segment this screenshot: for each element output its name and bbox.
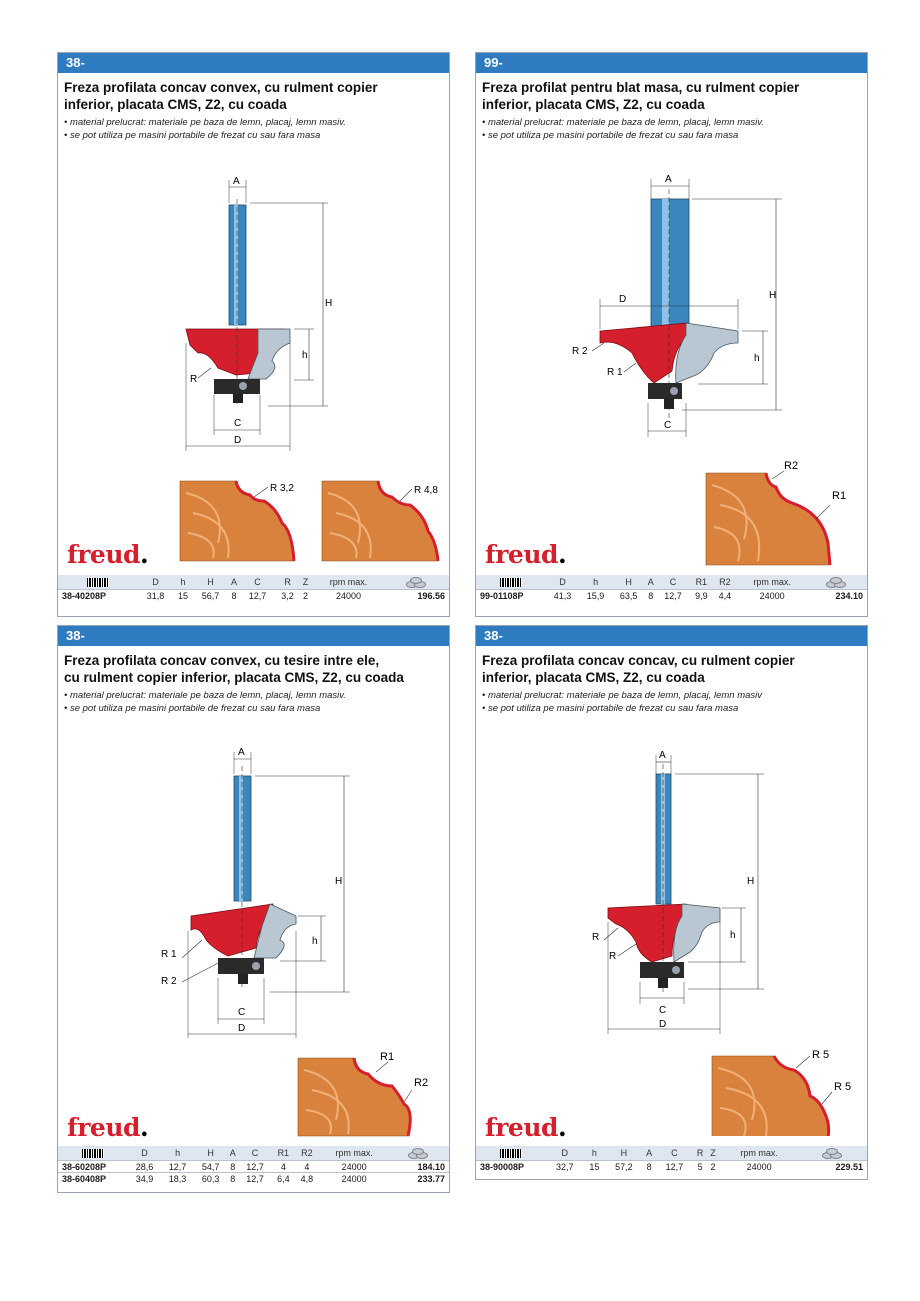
dim-label-h-total: H: [335, 876, 343, 887]
dim-label-d: D: [659, 1019, 667, 1030]
bearing-ball: [239, 382, 247, 390]
note-usage: • se pot utiliza pe masini portabile de frezat cu sau fara masa: [482, 702, 739, 714]
dim-label-h-total: H: [747, 876, 755, 887]
title-line-1: Freza profilata concav concav, cu rulment copier: [482, 653, 795, 668]
freud-logo: freud.: [67, 540, 149, 569]
barcode-icon: [87, 578, 109, 587]
dim-label-h: h: [730, 930, 736, 941]
dim-label-r: R: [190, 374, 198, 385]
dim-label-r-inner: R: [609, 951, 617, 962]
profile-label-r5-bottom: R 5: [834, 1081, 852, 1093]
profile-label-r2: R2: [784, 460, 799, 472]
note-material: • material prelucrat: materiale pe baza de lemn, placaj, lemn masiv.: [64, 690, 346, 701]
title-line-1: Freza profilata concav convex, cu rulment copier: [64, 80, 378, 95]
note-material: • material prelucrat: materiale pe baza de lemn, placaj, lemn masiv: [482, 690, 763, 701]
barcode-icon: [500, 1149, 522, 1158]
table-row: 38-40208P 31,8 15 56,7 8 12,7 3,2 2 24000 196.56: [58, 590, 449, 602]
wood-profile-small: [180, 481, 294, 561]
dim-label-h: h: [302, 350, 308, 361]
freud-logo: freud.: [485, 1113, 567, 1142]
table-row: 38-90008P 32,7 15 57,2 8 12,7 5 2 24000 229.51: [476, 1161, 867, 1173]
profile-label-r5-top: R 5: [812, 1049, 830, 1061]
title-line-2: inferior, placata CMS, Z2, cu coada: [64, 97, 287, 112]
product-card-38-90008: [475, 625, 868, 1180]
dim-label-r2: R 2: [161, 976, 177, 987]
profile-label-1: R 3,2: [270, 483, 294, 494]
spec-table: D h H A C R1 R2 rpm max. 99-01108P 41,3 15,9 63,5 8 12,7 9,9 4,4 24000 234.10: [476, 575, 867, 601]
coins-icon: [822, 1148, 844, 1158]
wood-profile: [706, 460, 846, 565]
router-bit-drawing: [58, 626, 449, 1151]
wood-profile: [712, 1049, 851, 1136]
dim-label-c: C: [659, 1005, 667, 1016]
dim-label-c: C: [238, 1007, 246, 1018]
product-group-code: 38-: [476, 626, 867, 646]
dim-label-c: C: [664, 420, 672, 431]
table-row: 99-01108P 41,3 15,9 63,5 8 12,7 9,9 4,4 24000 234.10: [476, 590, 867, 602]
dim-label-h: h: [754, 353, 760, 364]
product-group-code: 38-: [58, 626, 449, 646]
profile-label-2: R 4,8: [414, 485, 438, 496]
bearing-ball: [670, 387, 678, 395]
barcode-icon: [82, 1149, 104, 1158]
product-group-code: 38-: [58, 53, 449, 73]
coins-icon: [406, 577, 428, 587]
router-bit-drawing: [58, 53, 449, 573]
table-row: 38-60408P 34,9 18,3 60,3 8 12,7 6,4 4,8 24000 233.77: [58, 1173, 449, 1185]
dim-label-h-total: H: [325, 298, 333, 309]
note-usage: • se pot utiliza pe masini portabile de frezat cu sau fara masa: [64, 129, 321, 141]
note-usage: • se pot utiliza pe masini portabile de frezat cu sau fara masa: [64, 702, 321, 714]
bearing-ball: [672, 966, 680, 974]
spec-table: D h H A C R1 R2 rpm max. 38-60208P 28,6 12,7 54,7 8 12,7 4 4 24000 184.10 38-60408P 34,9 18,3 60,3 8 12,7 6,4 4,8 24000 233.77: [58, 1146, 449, 1184]
product-card-38-40208: [57, 52, 450, 617]
coins-icon: [826, 577, 848, 587]
product-group-code: 99-: [476, 53, 867, 73]
dim-label-d: D: [234, 435, 242, 446]
product-card-99-01108: [475, 52, 868, 617]
bearing-ball: [252, 962, 260, 970]
dim-label-r1: R 1: [161, 949, 177, 960]
shank-highlight: [662, 199, 669, 329]
dim-label-a: A: [238, 747, 245, 758]
dim-label-d: D: [238, 1023, 246, 1034]
dim-label-a: A: [233, 176, 240, 187]
dim-label-r1: R 1: [607, 367, 623, 378]
barcode-icon: [500, 578, 522, 587]
bearing-screw: [233, 394, 243, 403]
spec-table: D h H A C R Z rpm max. 38-90008P 32,7 15 57,2 8 12,7 5 2 24000 229.51: [476, 1146, 867, 1172]
bearing-screw: [238, 974, 248, 984]
dim-label-h: h: [312, 936, 318, 947]
title-line-1: Freza profilata concav convex, cu tesire intre ele,: [64, 653, 380, 668]
dim-label-a: A: [665, 174, 672, 185]
dim-label-a: A: [659, 750, 666, 761]
coins-icon: [408, 1148, 430, 1158]
router-bit-drawing: [476, 626, 867, 1136]
dim-label-r2: R 2: [572, 346, 588, 357]
dim-label-c: C: [234, 418, 242, 429]
wood-profile-large: [322, 481, 438, 561]
wood-profile: [298, 1051, 428, 1136]
note-material: • material prelucrat: materiale pe baza de lemn, placaj, lemn masiv.: [64, 117, 346, 128]
profile-label-r2: R2: [414, 1077, 429, 1089]
note-material: • material prelucrat: materiale pe baza de lemn, placaj, lemn masiv.: [482, 117, 764, 128]
dim-label-d: D: [619, 294, 627, 305]
dim-label-h-total: H: [769, 290, 777, 301]
product-card-38-60x08: [57, 625, 450, 1193]
shank-highlight: [239, 776, 243, 901]
table-row: 38-60208P 28,6 12,7 54,7 8 12,7 4 4 24000 184.10: [58, 1161, 449, 1173]
freud-logo: freud.: [67, 1113, 149, 1142]
profile-label-r1: R1: [832, 490, 847, 502]
dim-label-r-outer: R: [592, 932, 600, 943]
shank: [651, 199, 689, 329]
title-line-2: inferior, placata CMS, Z2, cu coada: [482, 97, 705, 112]
profile-label-r1: R1: [380, 1051, 395, 1063]
note-usage: • se pot utiliza pe masini portabile de frezat cu sau fara masa: [482, 129, 739, 141]
shank-highlight: [234, 205, 238, 325]
freud-logo: freud.: [485, 540, 567, 569]
title-line-1: Freza profilat pentru blat masa, cu rulment copier: [482, 80, 800, 95]
router-bit-drawing: [476, 53, 867, 573]
title-line-2: inferior, placata CMS, Z2, cu coada: [482, 670, 705, 685]
spec-table: D h H A C R Z rpm max. 38-40208P 31,8 15 56,7 8 12,7 3,2 2 24000 196.56: [58, 575, 449, 601]
title-line-2: cu rulment copier inferior, placata CMS, Z2, cu coada: [64, 670, 404, 685]
